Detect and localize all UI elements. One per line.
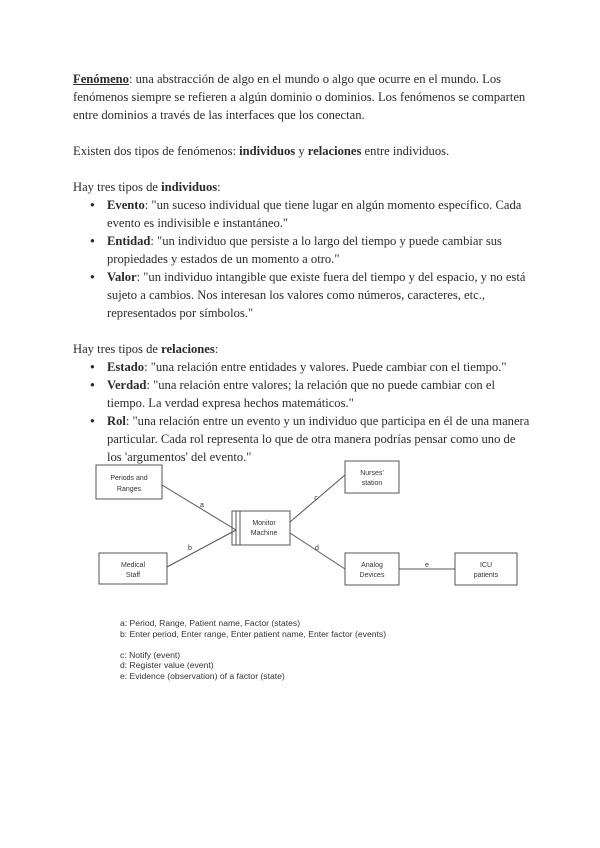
text-body xyxy=(73,70,533,466)
relaciones-heading xyxy=(73,340,533,358)
edge-label-a: a xyxy=(200,502,204,509)
item-text: : "un suceso individual que tiene lugar en algún momento específico. Cada evento es indivisible e instantáneo." xyxy=(107,198,522,230)
node-label: Staff xyxy=(125,572,141,579)
list-item-verdad xyxy=(73,376,533,412)
item-term: Estado xyxy=(107,360,145,374)
node-label: station xyxy=(361,480,383,487)
individuos-heading-prefix: Hay tres tipos de xyxy=(73,180,162,194)
node-label: Ranges xyxy=(116,486,142,493)
types-suffix: entre individuos. xyxy=(361,144,450,158)
types-prefix: Existen dos tipos de fenómenos: xyxy=(73,144,240,158)
legend-b: b: Enter period, Enter range, Enter patient name, Enter factor (events) xyxy=(120,628,387,639)
node-label: Machine xyxy=(250,530,278,537)
diagram-legend xyxy=(120,618,386,682)
node-nurses-station xyxy=(345,461,399,493)
item-term: Valor xyxy=(107,270,137,284)
edge-b xyxy=(167,530,236,567)
node-label: Devices xyxy=(359,572,385,579)
relaciones-heading-prefix: Hay tres tipos de xyxy=(73,342,162,356)
legend-e: e: Evidence (observation) of a factor (state) xyxy=(120,670,285,681)
item-text: : "una relación entre un evento y un individuo que participa en él de una manera particular. Cada rol representa lo que de otra manera podrías pensar como uno de los 'argumentos' del evento." xyxy=(107,414,530,464)
types-relaciones: relaciones xyxy=(307,144,362,158)
relaciones-heading-bold: relaciones xyxy=(161,342,215,356)
list-item-valor xyxy=(73,268,533,322)
legend-a: a: Period, Range, Patient name, Factor (states) xyxy=(120,618,301,628)
item-text: : "una relación entre entidades y valores. Puede cambiar con el tiempo." xyxy=(144,360,507,374)
legend-d: d: Register value (event) xyxy=(120,660,214,671)
legend-c: c: Notify (event) xyxy=(120,649,181,660)
context-diagram xyxy=(0,455,600,610)
individuos-list xyxy=(73,196,533,322)
node-label: ICU xyxy=(479,562,493,569)
intro-definition: : una abstracción de algo en el mundo o algo que ocurre en el mundo. Los fenómenos siempre se refieren a algún dominio o dominios. Los fenómenos se comparten entre dominios a través de las interfaces que los conectan. xyxy=(73,72,526,122)
types-paragraph xyxy=(73,142,533,160)
edge-label-c: c xyxy=(314,495,318,502)
types-individuos: individuos xyxy=(239,144,296,158)
item-term: Entidad xyxy=(107,234,151,248)
list-item-entidad xyxy=(73,232,533,268)
intro-paragraph xyxy=(73,70,533,124)
item-text: : "una relación entre valores; la relación que no puede cambiar con el tiempo. La verdad expresa hechos matemáticos." xyxy=(107,378,495,410)
node-label: Nurses' xyxy=(360,470,384,477)
types-and: y xyxy=(295,144,308,158)
individuos-heading-bold: individuos xyxy=(161,180,218,194)
item-term: Evento xyxy=(107,198,145,212)
node-icu-patients xyxy=(455,553,517,585)
relaciones-list xyxy=(73,358,533,466)
term-fenomeno: Fenómeno xyxy=(73,72,129,86)
node-label: Monitor xyxy=(252,520,276,527)
list-item-evento xyxy=(73,196,533,232)
node-analog-devices xyxy=(345,553,399,585)
item-term: Verdad xyxy=(107,378,147,392)
individuos-heading xyxy=(73,178,533,196)
node-label: Analog xyxy=(361,562,383,569)
list-item-estado xyxy=(73,358,533,376)
node-periods-ranges xyxy=(96,465,162,499)
edge-label-b: b xyxy=(188,545,192,552)
context-diagram-svg xyxy=(0,455,600,605)
edge-label-d: d xyxy=(315,545,319,552)
node-label: patients xyxy=(473,572,499,579)
relaciones-heading-colon: : xyxy=(214,342,219,356)
item-text: : "un individuo que persiste a lo largo del tiempo y puede cambiar sus propiedades y estados de un momento a otro." xyxy=(107,234,502,266)
node-label: Medical xyxy=(120,562,146,569)
node-label: Periods and xyxy=(110,475,148,482)
item-text: : "un individuo intangible que existe fuera del tiempo y del espacio, y no está sujeto a cambios. Nos interesan los valores como números, caracteres, etc., representados por símbolos." xyxy=(107,270,526,320)
edge-a xyxy=(162,485,236,530)
item-term: Rol xyxy=(107,414,126,428)
edge-label-e: e xyxy=(425,562,429,569)
node-monitor-machine xyxy=(232,511,290,545)
individuos-heading-colon: : xyxy=(217,180,221,194)
